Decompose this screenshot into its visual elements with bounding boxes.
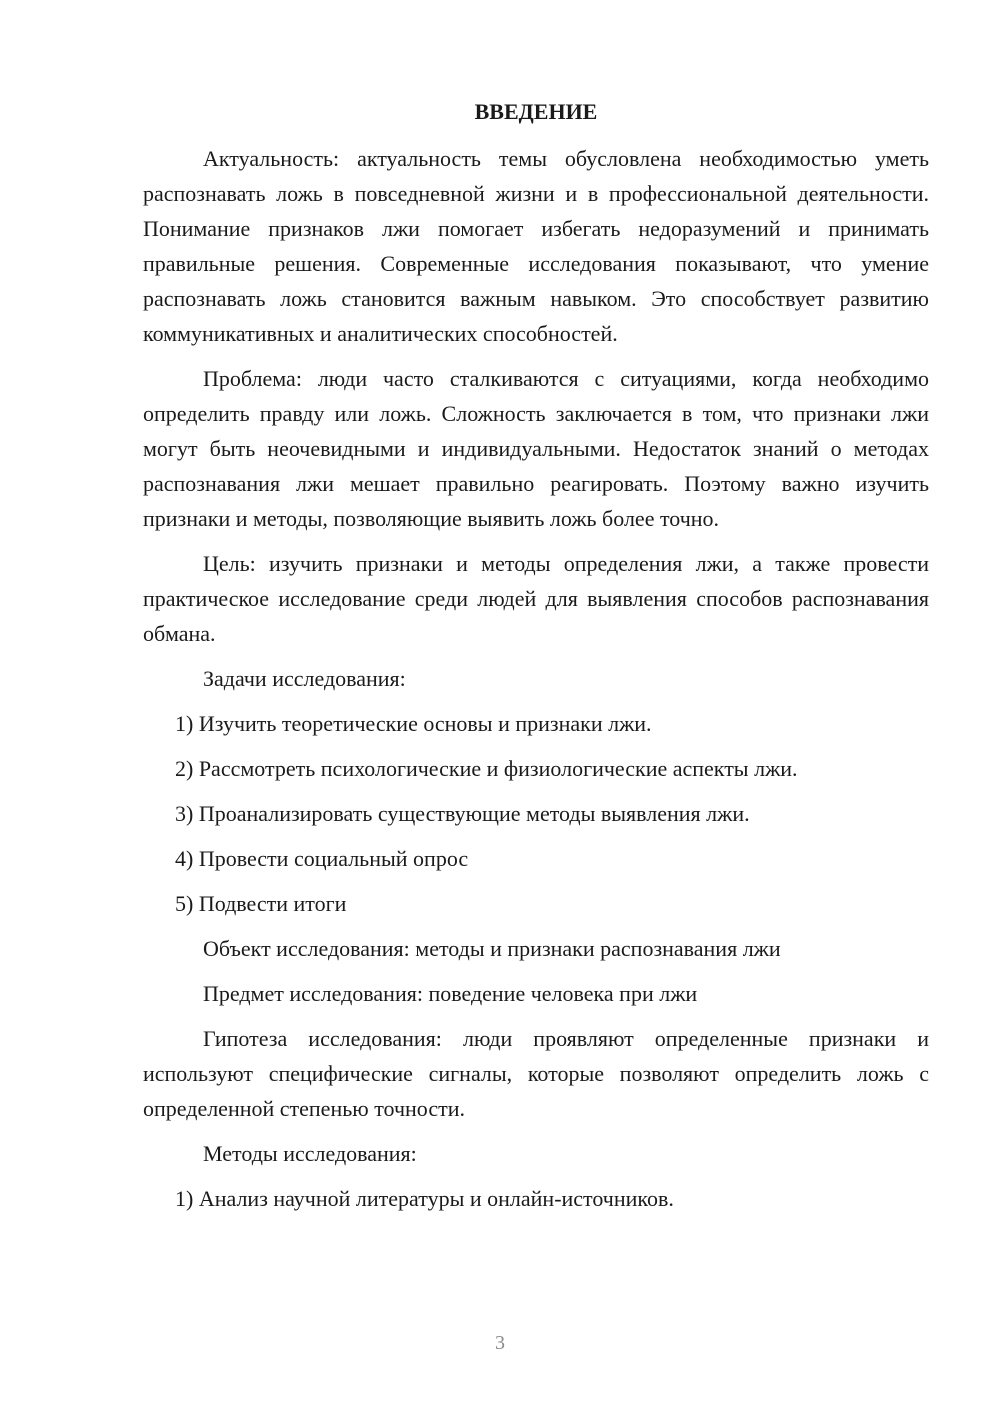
task-item-4: 4) Провести социальный опрос [175,846,469,871]
page-content [143,94,929,1226]
page-number: 3 [495,1332,505,1354]
task-item-3: 3) Проанализировать существующие методы выявления лжи. [175,801,750,826]
relevance-paragraph: Актуальность: актуальность темы обусловлена необходимостью уметь распознавать ложь в повседневной жизни и в профессиональной деятельности. Понимание признаков лжи помогает избегать недоразумений и принимать правильные решения. Современные исследования показывают, что умение распознавать ложь становится важным навыком. Это способствует развитию коммуникативных и аналитических способностей. [143,146,929,346]
subject-line: Предмет исследования: поведение человека при лжи [203,981,698,1006]
problem-paragraph: Проблема: люди часто сталкиваются с ситуациями, когда необходимо определить правду или ложь. Сложность заключается в том, что признаки лжи могут быть неочевидными и индивидуальными. Недостаток знаний о методах распознавания лжи мешает правильно реагировать. Поэтому важно изучить признаки и методы, позволяющие выявить ложь более точно. [143,366,929,531]
task-item-2: 2) Рассмотреть психологические и физиологические аспекты лжи. [175,756,798,781]
method-item-1: 1) Анализ научной литературы и онлайн-источников. [175,1186,674,1211]
section-title: ВВЕДЕНИЕ [474,99,598,124]
tasks-heading: Задачи исследования: [203,666,406,691]
goal-paragraph: Цель: изучить признаки и методы определения лжи, а также провести практическое исследование среди людей для выявления способов распознавания обмана. [143,551,929,646]
object-line: Объект исследования: методы и признаки распознавания лжи [203,936,781,961]
hypothesis-paragraph: Гипотеза исследования: люди проявляют определенные признаки и используют специфические сигналы, которые позволяют определить ложь с определенной степенью точности. [143,1026,929,1121]
methods-heading: Методы исследования: [203,1141,417,1166]
task-item-1: 1) Изучить теоретические основы и признаки лжи. [175,711,652,736]
task-item-5: 5) Подвести итоги [175,891,347,916]
